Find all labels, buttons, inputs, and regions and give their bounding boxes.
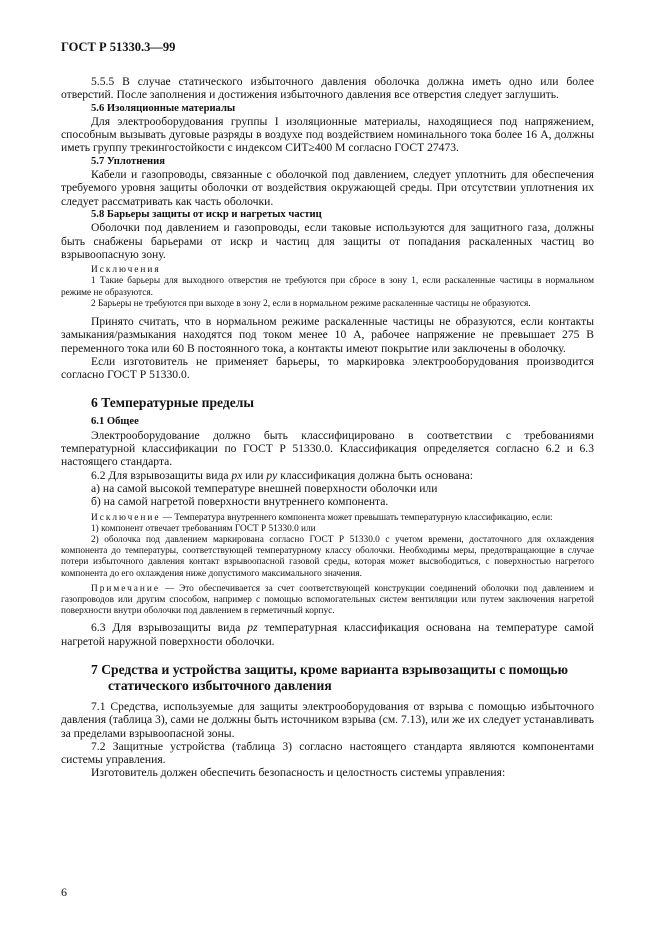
heading-6-1: 6.1 Общее <box>91 416 139 428</box>
exception-6-2-item-2: 2) оболочка под давлением маркирована согласно ГОСТ Р 51330.0 с учетом времени, достаточного для охлаждения компонента до температуры, соответствующей температурному классу оболочки. Необходимы меры, предотвращающие в случае потери избыточного давления контакт взрывоопасной газовой среды, которая может высвободиться, с поверхностью нагретого компонента до его охлаждения ниже допустимого максимального значения. <box>61 534 594 579</box>
paragraph-5-8-c: Если изготовитель не применяет барьеры, то маркировка электрооборудования производится согласно ГОСТ Р 51330.0. <box>61 354 594 382</box>
paragraph-6-3: 6.3 Для взрывозащиты вида pz температурная классификация основана на температуре самой нагретой наружной поверхности оболочки. <box>61 621 594 648</box>
paragraph-7-1: 7.1 Средства, используемые для защиты электрооборудования от взрыва с помощью избыточного давления (таблица 3), сами не должны быть источником взрыва (см. 7.13), или же их следует устанавливать за пределами взрывоопасной зоны. <box>61 699 594 740</box>
paragraph-5-7: Кабели и газопроводы, связанные с оболочкой под давлением, следует уплотнить для обеспечения требуемого уровня защиты оболочки от воздействия окружающей среды. При отсутствии уплотнения их следует рассматривать как часть оболочки. <box>61 168 594 208</box>
exception-1: 1 Такие барьеры для выходного отверстия не требуются при сбросе в зону 1, если раскаленные частицы в нормальном режиме не образуются. <box>61 276 594 298</box>
paragraph-6-1: Электрооборудование должно быть классифицировано в соответствии с требованиями температурной классификации по ГОСТ Р 51330.0. Классификация определяется согласно 6.2 и 6.3 настоящего стандарта. <box>61 428 594 469</box>
paragraph-5-6: Для электрооборудования группы I изоляционные материалы, находящиеся под напряжением, способным вызывать дуговые разряды в воздухе под воздействием номинального тока более 16 А, должны иметь группу трекингостойкости с индексом СИТ≥400 М согласно ГОСТ 27473. <box>61 114 594 155</box>
heading-5-7: 5.7 Уплотнения <box>91 155 165 167</box>
document-header: ГОСТ Р 51330.3—99 <box>61 40 176 54</box>
paragraph-5-5-5: 5.5.5 В случае статического избыточного давления оболочка должна иметь одно или более отверстий. После заполнения и достижения избыточного давления все отверстия следует заглушить. <box>61 75 594 102</box>
exception-2: 2 Барьеры не требуются при выходе в зону 2, если в нормальном режиме раскаленные частицы не образуются. <box>91 298 531 309</box>
heading-5-8: 5.8 Барьеры защиты от искр и нагретых частиц <box>91 208 322 220</box>
paragraph-6-2-a: а) на самой высокой температуре внешней поверхности оболочки или <box>91 481 438 495</box>
heading-5-6: 5.6 Изоляционные материалы <box>91 102 236 114</box>
exception-6-2-item-1: 1) компонент отвечает требованиям ГОСТ Р 51330.0 или <box>91 523 316 534</box>
heading-6: 6 Температурные пределы <box>91 395 255 411</box>
exception-6-2: Исключение — Температура внутреннего компонента может превышать температурную классификацию, если: <box>91 512 553 523</box>
paragraph-7-2-b: Изготовитель должен обеспечить безопасность и целостность системы управления: <box>91 766 506 780</box>
paragraph-7-2: 7.2 Защитные устройства (таблица 3) согласно настоящего стандарта являются компонентами системы управления. <box>61 739 594 767</box>
main-text <box>61 75 594 780</box>
paragraph-5-8: Оболочки под давлением и газопроводы, если таковые используются для защитного газа, должны быть снабжены барьерами от искр и частиц для защиты от попадания раскаленных частиц во взрывоопасную зону. <box>61 221 594 261</box>
heading-7: 7 Средства и устройства защиты, кроме варианта взрывозащиты с помощью статического избыточного давления <box>91 661 568 693</box>
paragraph-6-2-b: б) на самой нагретой поверхности внутреннего компонента. <box>91 495 389 509</box>
paragraph-5-8-b: Принято считать, что в нормальном режиме раскаленные частицы не образуются, если контакты замыкания/размыкания находятся под током менее 10 А, рабочее напряжение не превышает 275 В переменного тока или 60 В постоянного тока, а контакты имеют покрытие или заключены в оболочку. <box>61 314 594 355</box>
note-6-2: Примечание — Это обеспечивается за счет соответствующей конструкции соединений оболочки под давлением и газопроводов или другим способом, например с помощью вспомогательных систем вентиляции или путем заключения нагретой поверхности внутри оболочки под давлением в герметичный корпус. <box>61 583 594 617</box>
paragraph-6-2: 6.2 Для взрывозащиты вида px или py классификация должна быть основана: <box>91 468 474 482</box>
exceptions-label: Исключения <box>91 265 161 276</box>
page-number: 6 <box>61 885 67 899</box>
